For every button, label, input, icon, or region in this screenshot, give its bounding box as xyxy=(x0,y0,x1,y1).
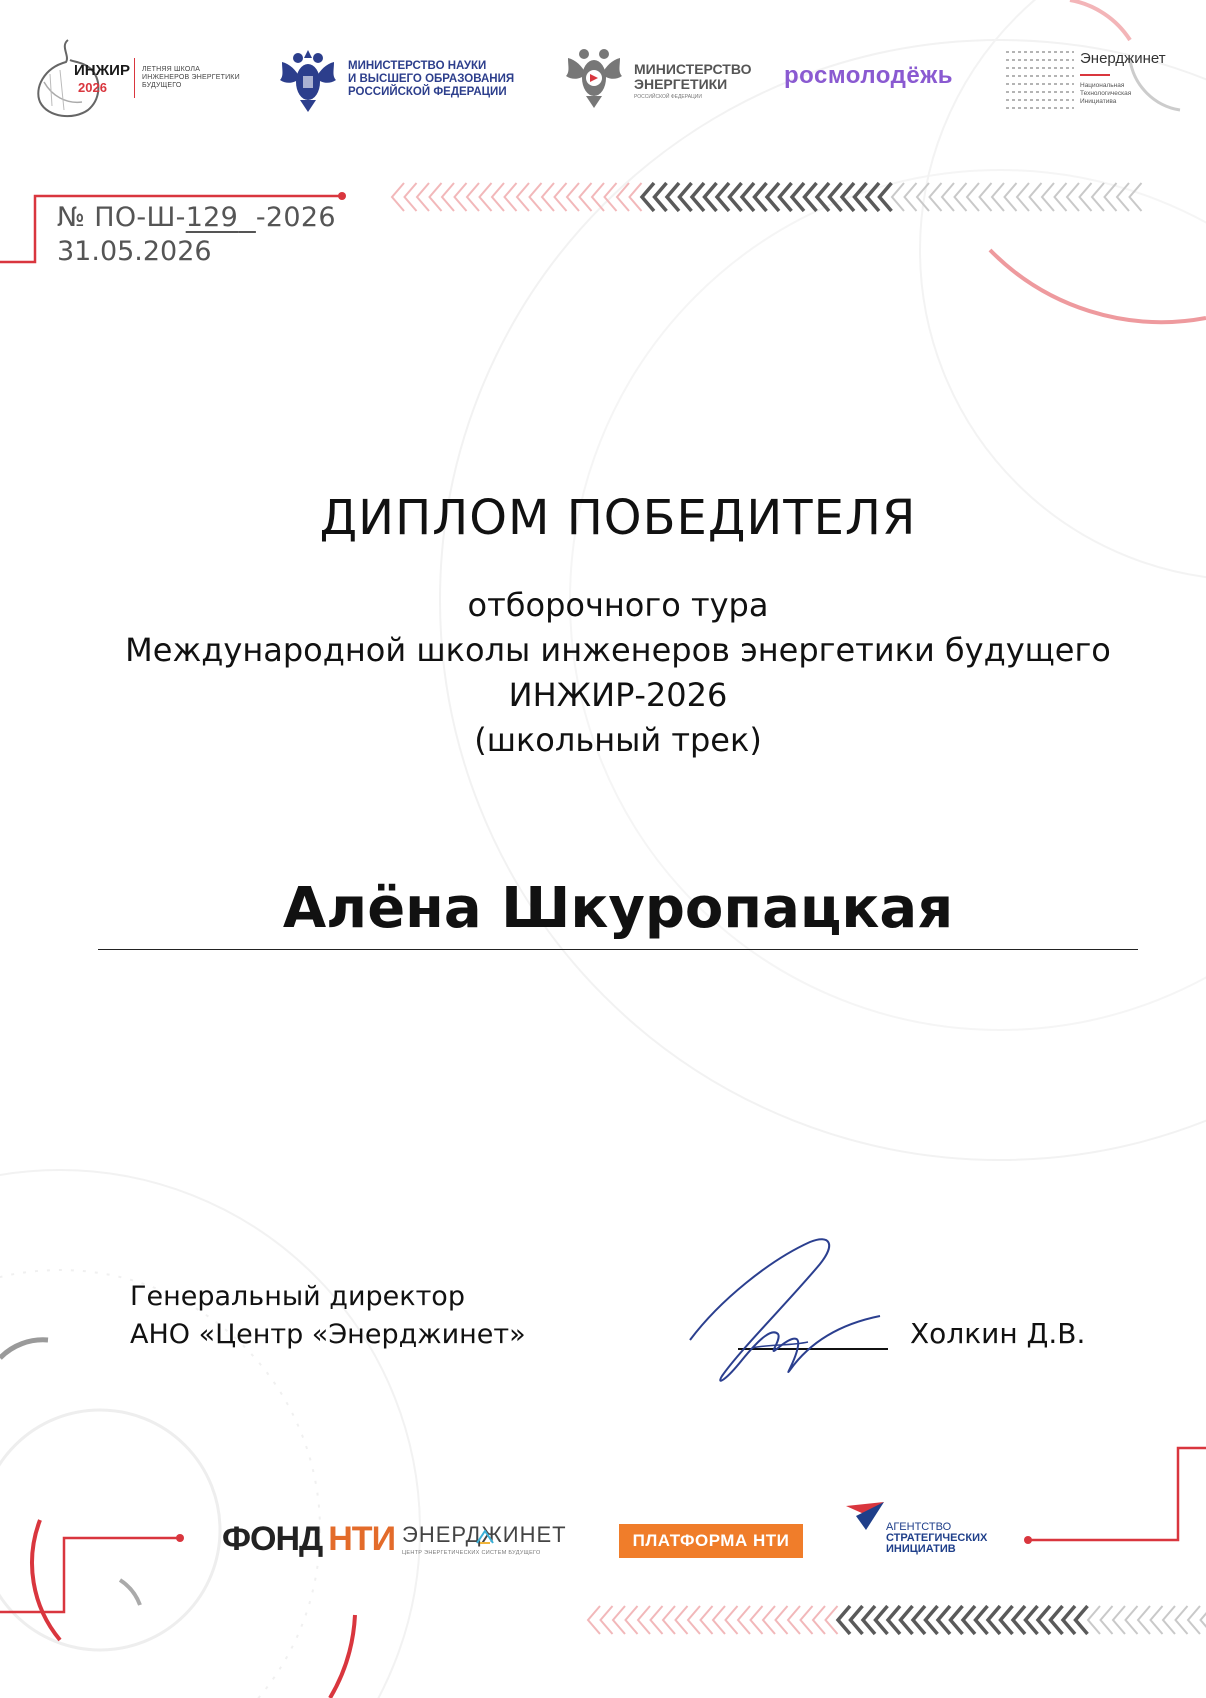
chevron-mark xyxy=(530,183,542,211)
subtitle-line-3: ИНЖИР-2026 xyxy=(508,676,728,714)
chevron-mark xyxy=(1092,183,1104,211)
inzhir-logo xyxy=(30,36,240,120)
chevron-mark xyxy=(880,183,892,211)
chevron-mark xyxy=(726,1606,738,1634)
chevron-mark xyxy=(651,1606,663,1634)
chevron-mark xyxy=(1117,183,1129,211)
chevron-mark xyxy=(1163,1606,1175,1634)
chevron-mark xyxy=(467,183,479,211)
minenergo-logo-text: МИНИСТЕРСТВО ЭНЕРГЕТИКИ xyxy=(634,61,752,92)
chevron-mark xyxy=(917,183,929,211)
energynet-logo-caption: Национальная Технологическая Инициатива xyxy=(1080,82,1132,105)
chevron-mark xyxy=(1105,183,1117,211)
chevron-mark xyxy=(430,183,442,211)
minenergo-logo-sub: РОССИЙСКОЙ ФЕДЕРАЦИИ xyxy=(634,94,702,100)
document-number-suffix: -2026 xyxy=(255,202,336,233)
chevron-mark xyxy=(930,183,942,211)
document-number xyxy=(57,202,336,233)
chevron-mark xyxy=(892,183,904,211)
chevron-mark xyxy=(1130,183,1142,211)
chevron-mark xyxy=(517,183,529,211)
inzhir-logo-name: ИНЖИР xyxy=(74,62,130,79)
subtitle-line-2: Международной школы инженеров энергетики будущего xyxy=(125,631,1111,669)
eagle-emblem-icon xyxy=(562,42,626,114)
chevron-mark xyxy=(676,1606,688,1634)
recipient-name: Алёна Шкуропацкая xyxy=(282,876,954,941)
chevron-mark xyxy=(1030,183,1042,211)
signatory-role-line-2: АНО «Центр «Энерджинет» xyxy=(130,1319,526,1350)
recipient-underline xyxy=(98,949,1138,950)
energynet-footer-name: ЭНЕРДЖИНЕТ xyxy=(402,1522,567,1547)
chevron-mark xyxy=(955,183,967,211)
chevron-mark xyxy=(417,183,429,211)
chevron-mark xyxy=(788,1606,800,1634)
asi-logo xyxy=(844,1500,994,1560)
energynet-logo-bar xyxy=(1080,74,1110,76)
chevron-mark xyxy=(1005,183,1017,211)
chevron-mark xyxy=(701,1606,713,1634)
chevron-mark xyxy=(1176,1606,1188,1634)
chevron-mark xyxy=(1151,1606,1163,1634)
chevron-mark xyxy=(1188,1606,1200,1634)
chevron-mark xyxy=(1042,183,1054,211)
signatory-name: Холкин Д.В. xyxy=(910,1317,1086,1350)
chevron-mark xyxy=(442,183,454,211)
chevron-mark xyxy=(992,183,1004,211)
chevron-mark xyxy=(967,183,979,211)
energynet-logo-name: Энерджинет xyxy=(1080,50,1166,67)
triangle-icon xyxy=(476,1530,494,1544)
chevron-mark xyxy=(738,1606,750,1634)
chevron-mark xyxy=(542,183,554,211)
chevron-mark xyxy=(588,1606,600,1634)
chevron-mark xyxy=(455,183,467,211)
chevron-mark xyxy=(492,183,504,211)
handwritten-signature xyxy=(680,1230,910,1390)
chevron-mark xyxy=(942,183,954,211)
chevron-mark xyxy=(601,1606,613,1634)
chevron-mark xyxy=(592,183,604,211)
minobrnauki-logo-text: МИНИСТЕРСТВО НАУКИ И ВЫСШЕГО ОБРАЗОВАНИЯ РОССИЙСКОЙ ФЕДЕРАЦИИ xyxy=(348,60,515,98)
asi-logo-text: АГЕНТСТВО СТРАТЕГИЧЕСКИХ ИНИЦИАТИВ xyxy=(886,1521,988,1555)
chevron-mark xyxy=(1076,1606,1088,1634)
chevron-mark xyxy=(1138,1606,1150,1634)
chevron-mark xyxy=(1067,183,1079,211)
chevron-mark xyxy=(1080,183,1092,211)
rosmolodezh-logo: росмолодёжь xyxy=(784,62,953,89)
chevron-mark xyxy=(1201,1606,1206,1634)
chevron-mark xyxy=(613,1606,625,1634)
subtitle-line-1: отборочного тура xyxy=(467,586,769,624)
coat-of-arms-icon xyxy=(276,44,340,116)
fond-nti-logo: ФОНД НТИ xyxy=(222,1520,396,1558)
chevron-mark xyxy=(1113,1606,1125,1634)
chevron-mark xyxy=(801,1606,813,1634)
document-number-prefix: № ПО-Ш- xyxy=(57,202,186,233)
chevron-mark xyxy=(505,183,517,211)
chevron-mark xyxy=(638,1606,650,1634)
chevron-mark xyxy=(905,183,917,211)
chevron-mark xyxy=(663,1606,675,1634)
chevron-mark xyxy=(1017,183,1029,211)
minobrnauki-logo xyxy=(276,40,526,120)
chevron-mark xyxy=(617,183,629,211)
chevron-mark xyxy=(555,183,567,211)
asi-arrow-icon xyxy=(844,1500,888,1532)
energynet-logo xyxy=(1004,44,1204,124)
diploma-title: ДИПЛОМ ПОБЕДИТЕЛЯ xyxy=(319,490,917,546)
inzhir-logo-year: 2026 xyxy=(78,80,107,95)
inzhir-logo-divider xyxy=(134,58,135,98)
chevron-mark xyxy=(813,1606,825,1634)
chevron-mark xyxy=(713,1606,725,1634)
chevron-mark xyxy=(763,1606,775,1634)
chevron-mark xyxy=(751,1606,763,1634)
chevron-mark xyxy=(626,1606,638,1634)
chevron-mark xyxy=(776,1606,788,1634)
energynet-footer-caption: ЦЕНТР ЭНЕРГЕТИЧЕСКИХ СИСТЕМ БУДУЩЕГО xyxy=(402,1550,541,1556)
chevron-mark xyxy=(1088,1606,1100,1634)
chevron-mark xyxy=(480,183,492,211)
chevron-mark xyxy=(405,183,417,211)
signatory-role-line-1: Генеральный директор xyxy=(130,1281,465,1312)
chevron-mark xyxy=(567,183,579,211)
chevron-mark xyxy=(688,1606,700,1634)
chevron-mark xyxy=(1055,183,1067,211)
chevron-mark xyxy=(605,183,617,211)
document-number-value: 129 xyxy=(185,202,239,233)
chevron-mark xyxy=(1126,1606,1138,1634)
inzhir-logo-caption: ЛЕТНЯЯ ШКОЛА ИНЖЕНЕРОВ ЭНЕРГЕТИКИ БУДУЩЕГО xyxy=(142,66,240,89)
chevron-mark xyxy=(1101,1606,1113,1634)
platforma-nti-logo: ПЛАТФОРМА НТИ xyxy=(619,1524,803,1558)
minenergo-logo xyxy=(562,42,762,118)
signatory-role xyxy=(130,1278,526,1354)
energynet-footer-logo xyxy=(402,1522,572,1562)
chevron-mark xyxy=(980,183,992,211)
chevron-mark xyxy=(580,183,592,211)
subtitle-line-4: (школьный трек) xyxy=(474,721,762,759)
document-date: 31.05.2026 xyxy=(57,236,212,267)
dashed-lines-icon xyxy=(1004,48,1076,118)
chevron-mark xyxy=(392,183,404,211)
